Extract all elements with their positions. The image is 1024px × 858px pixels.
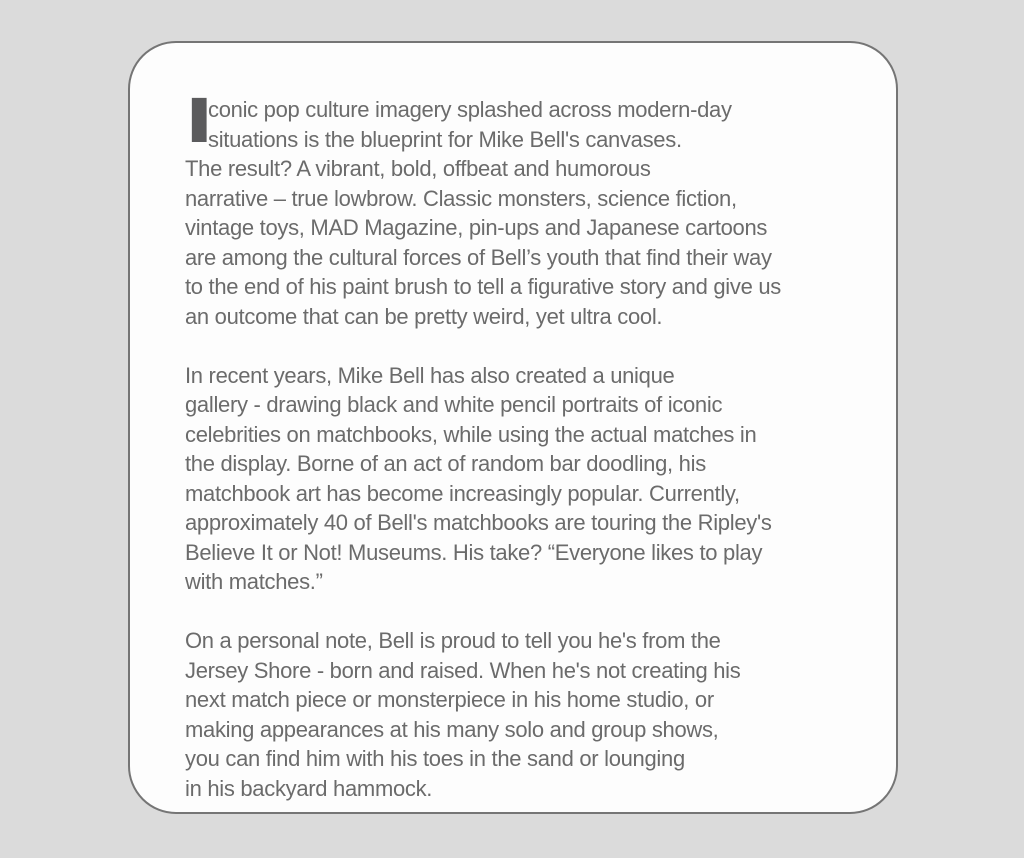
text-line: gallery - drawing black and white pencil portraits of iconic [185,392,723,417]
text-line: Believe It or Not! Museums. His take? “Everyone likes to play [185,539,763,565]
text-line: next match piece or monsterpiece in his home studio, or [185,687,714,712]
text-line: In recent years, Mike Bell has also created a unique [185,362,675,388]
drop-cap: I [185,84,213,156]
text-line: situations is the blueprint for Mike Bell's canvases. [208,126,682,152]
text-line: matchbook art has become increasingly popular. Currently, [185,480,740,506]
text-line: approximately 40 of Bell's matchbooks are touring the Ripley's [185,510,772,535]
text-line: The result? A vibrant, bold, offbeat and humorous [185,156,651,181]
text-line: the display. Borne of an act of random bar doodling, his [185,451,706,476]
paragraph-1 [185,84,868,331]
bio-card [128,41,898,814]
text-line: in his backyard hammock. [185,775,433,801]
text-line: an outcome that can be pretty weird, yet ultra cool. [185,303,663,329]
text-line: making appearances at his many solo and group shows, [185,716,719,742]
text-line: with matches.” [185,569,323,594]
paragraph-2 [185,361,868,597]
text-line: celebrities on matchbooks, while using the actual matches in [185,421,757,447]
text-line: Jersey Shore - born and raised. When he's not creating his [185,657,741,683]
paragraph-3 [185,626,868,803]
text-line: conic pop culture imagery splashed across modern-day [208,97,732,122]
text-line: are among the cultural forces of Bell’s youth that find their way [185,244,772,270]
text-line: narrative – true lowbrow. Classic monsters, science fiction, [185,185,737,211]
text-line: you can find him with his toes in the sand or lounging [185,746,685,771]
text-line: to the end of his paint brush to tell a figurative story and give us [185,274,781,299]
text-line: vintage toys, MAD Magazine, pin-ups and Japanese cartoons [185,215,768,240]
bio-text [130,43,896,803]
text-line: On a personal note, Bell is proud to tell you he's from the [185,628,721,653]
